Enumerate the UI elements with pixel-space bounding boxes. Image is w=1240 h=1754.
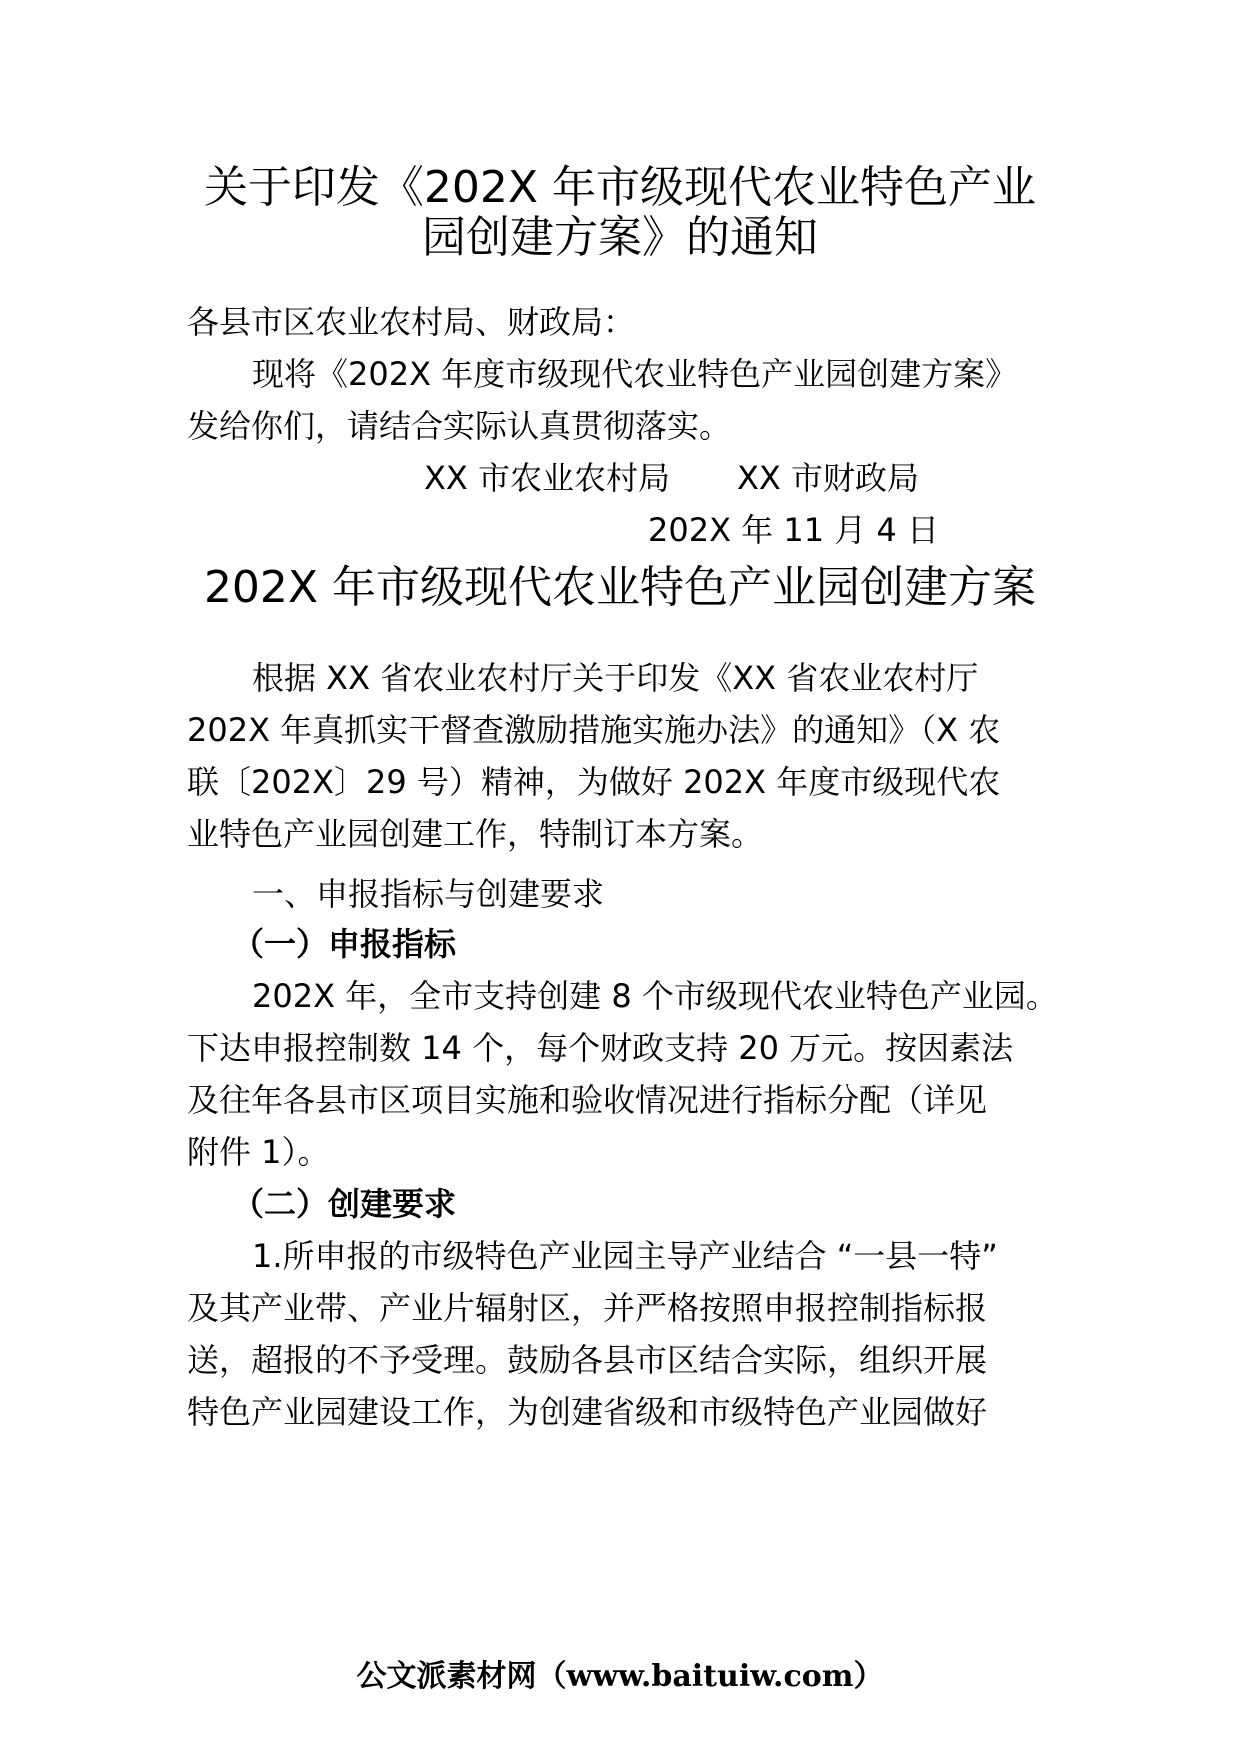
notice-addressee: 各县市区农业农村局、财政局： [187, 303, 636, 341]
subsection-1-heading: （一）申报指标 [232, 925, 457, 963]
section-1-heading: 一、申报指标与创建要求 [252, 875, 605, 913]
sub1-line-2: 下达申报控制数 14 个，每个财政支持 20 万元。按因素法 [187, 1029, 1014, 1067]
subsection-2-heading: （二）创建要求 [232, 1185, 457, 1223]
notice-title-line-1: 关于印发《202X 年市级现代农业特色产业 [203, 162, 1037, 213]
sub1-line-4: 附件 1）。 [187, 1133, 330, 1171]
notice-body-line-2: 发给你们，请结合实际认真贯彻落实。 [187, 407, 732, 445]
intro-line-4: 业特色产业园创建工作，特制订本方案。 [187, 815, 764, 853]
notice-date: 202X 年 11 月 4 日 [648, 511, 939, 549]
footer-watermark: 公文派素材网（www.baituiw.com） [356, 1659, 884, 1694]
sub2-line-3: 送，超报的不予受理。鼓励各县市区结合实际，组织开展 [187, 1341, 988, 1379]
intro-line-3: 联〔202X〕29 号）精神，为做好 202X 年度市级现代农 [187, 763, 1001, 801]
sub2-line-1: 1.所申报的市级特色产业园主导产业结合 “一县一特” [252, 1237, 998, 1275]
notice-title-line-2: 园创建方案》的通知 [422, 212, 818, 263]
sub1-line-1: 202X 年，全市支持创建 8 个市级现代农业特色产业园。 [252, 977, 1058, 1015]
sub2-line-4: 特色产业园建设工作，为创建省级和市级特色产业园做好 [187, 1393, 988, 1431]
notice-body-line-1: 现将《202X 年度市级现代农业特色产业园创建方案》 [252, 355, 1018, 393]
issuer-finance-bureau: XX 市财政局 [737, 459, 920, 497]
issuer-agriculture-bureau: XX 市农业农村局 [424, 459, 671, 497]
sub1-line-3: 及往年各县市区项目实施和验收情况进行指标分配（详见 [187, 1081, 988, 1119]
intro-line-1: 根据 XX 省农业农村厅关于印发《XX 省农业农村厅 [252, 659, 979, 697]
plan-title: 202X 年市级现代农业特色产业园创建方案 [203, 562, 1037, 613]
intro-line-2: 202X 年真抓实干督查激励措施实施办法》的通知》（X 农 [187, 711, 1001, 749]
sub2-line-2: 及其产业带、产业片辐射区，并严格按照申报控制指标报 [187, 1289, 988, 1327]
